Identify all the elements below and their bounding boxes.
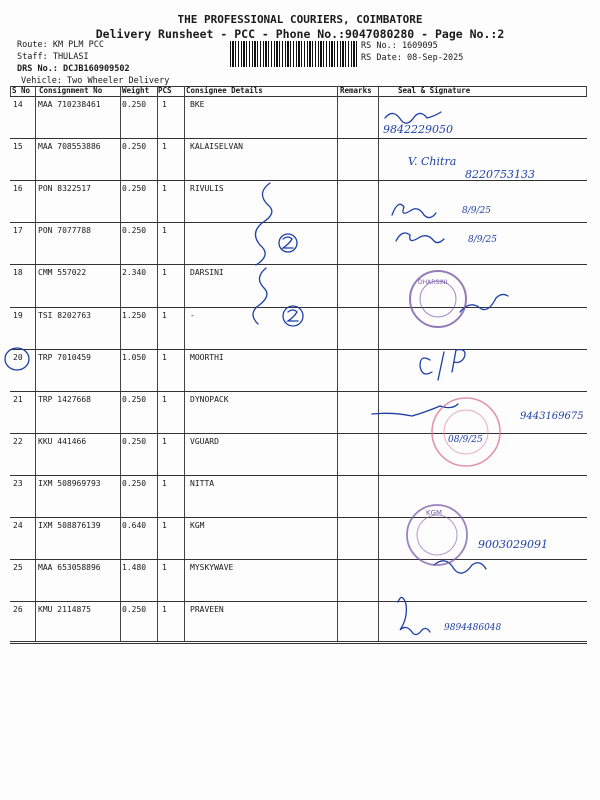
row-20-circle-mark [5, 348, 29, 370]
cell-pcs: 1 [162, 605, 167, 615]
cell-pcs: 1 [162, 436, 167, 446]
cell-pcs: 1 [162, 394, 167, 404]
cell-weight: 0.640 [122, 521, 147, 530]
handwriting-name-15: V. Chitra [408, 155, 457, 168]
handwriting-date-16: 8/9/25 [462, 206, 491, 216]
cell-pcs: 1 [162, 310, 167, 320]
signature-row-25 [434, 561, 486, 573]
signature-row-26 [398, 597, 430, 634]
cell-pcs: 1 [162, 563, 167, 573]
cell-pcs: 1 [162, 142, 167, 152]
cell-pcs: 1 [162, 521, 167, 530]
cell-weight: 2.340 [122, 268, 147, 278]
column-header-pcs: PCS [158, 86, 172, 95]
circled-two-19 [283, 306, 303, 326]
rs-date-label: RS Date: 08-Sep-2025 [361, 53, 464, 63]
cell-weight: 0.250 [122, 226, 147, 236]
cell-weight: 1.480 [122, 563, 147, 573]
column-header-consignment: Consignment No [39, 86, 103, 95]
signature-row-16 [392, 204, 436, 217]
cell-consignee: KALAISELVAN [190, 142, 243, 152]
route-label: Route: KM PLM PCC [17, 40, 104, 50]
cell-weight: 0.250 [122, 184, 147, 194]
cell-sno: 14 [13, 100, 23, 109]
cell-consignee: PRAVEEN [190, 605, 224, 615]
cell-sno: 16 [13, 184, 23, 194]
bracket-mark-19 [253, 268, 267, 324]
cell-consignee: VGUARD [190, 436, 219, 446]
cell-sno: 15 [13, 142, 23, 152]
stamp-text-18: DHARSINI [418, 279, 448, 286]
cell-consignee: DYNOPACK [190, 394, 229, 404]
cell-sno: 19 [13, 310, 23, 320]
cell-weight: 0.250 [122, 394, 147, 404]
handwriting-phone-24: 9003029091 [478, 538, 548, 551]
cell-consignee: DARSINI [190, 268, 224, 278]
cell-consignment: PON 7077788 [38, 226, 91, 236]
cell-consignment: PON 8322517 [38, 184, 91, 194]
cell-weight: 0.250 [122, 100, 147, 109]
vehicle-label: Vehicle: Two Wheeler Delivery [21, 76, 170, 86]
cell-sno: 18 [13, 268, 23, 278]
cell-pcs: 1 [162, 352, 167, 362]
cell-consignment: CMM 557022 [38, 268, 87, 278]
cell-weight: 1.050 [122, 352, 147, 362]
cell-consignee: KGM [190, 521, 205, 530]
column-header-signature: Seal & Signature [398, 86, 471, 95]
cell-consignment: TRP 7010459 [38, 352, 91, 362]
cell-sno: 25 [13, 563, 23, 573]
company-title: THE PROFESSIONAL COURIERS, COIMBATORE [177, 13, 423, 26]
cell-consignee: MOORTHI [190, 352, 224, 362]
column-header-consignee: Consignee Details [186, 86, 263, 95]
handwriting-phone-26: 9894486048 [444, 623, 502, 633]
cell-weight: 0.250 [122, 478, 147, 488]
cell-pcs: 1 [162, 478, 167, 488]
stamp-row-22 [432, 398, 500, 466]
cell-sno: 24 [13, 521, 23, 530]
column-header-sno: S No [12, 86, 31, 95]
cell-pcs: 1 [162, 100, 167, 109]
cell-consignment: TRP 1427668 [38, 394, 91, 404]
handwriting-cp-c [420, 358, 432, 374]
cell-consignment: KKU 441466 [38, 436, 87, 446]
signature-row-18 [460, 294, 508, 312]
handwriting-phone-14: 9842229050 [383, 123, 453, 136]
signature-row-17 [396, 233, 444, 243]
cell-pcs: 1 [162, 184, 167, 194]
handwriting-phone-15: 8220753133 [465, 168, 535, 181]
cell-weight: 1.250 [122, 310, 147, 320]
handwriting-date-17: 8/9/25 [468, 235, 497, 245]
cell-sno: 17 [13, 226, 23, 236]
runsheet-subtitle: Delivery Runsheet - PCC - Phone No.:9047080280 - Page No.:2 [95, 27, 505, 41]
cell-consignee: BKE [190, 100, 205, 109]
cell-consignment: IXM 508969793 [38, 478, 101, 488]
bracket-mark-16 [255, 183, 271, 265]
cell-consignment: MAA 708553886 [38, 142, 101, 152]
cell-weight: 0.250 [122, 605, 147, 615]
cell-sno: 21 [13, 394, 23, 404]
column-header-remarks: Remarks [340, 86, 372, 95]
cell-weight: 0.250 [122, 142, 147, 152]
cell-consignment: MAA 710238461 [38, 100, 101, 109]
cell-pcs: 1 [162, 268, 167, 278]
column-header-weight: Weight [122, 86, 150, 95]
cell-consignee: RIVULIS [190, 184, 224, 194]
cell-sno: 23 [13, 478, 23, 488]
rs-no-label: RS No.: 1609095 [361, 41, 438, 51]
cell-sno: 22 [13, 436, 23, 446]
cell-sno: 20 [13, 352, 23, 362]
cell-weight: 0.250 [122, 436, 147, 446]
handwriting-phone-21: 9443169675 [520, 411, 584, 422]
stamp-text-23: KGM [426, 509, 443, 517]
cell-pcs: 1 [162, 226, 167, 236]
cell-consignment: MAA 653058896 [38, 563, 101, 573]
cell-consignee: - [190, 310, 195, 320]
signature-row-14 [385, 112, 441, 123]
cell-consignee: NITTA [190, 478, 215, 488]
handwriting-date-22: 08/9/25 [448, 435, 483, 445]
cell-consignment: IXM 508876139 [38, 521, 101, 530]
cell-sno: 26 [13, 605, 23, 615]
cell-consignment: KMU 2114875 [38, 605, 91, 615]
cell-consignment: TSI 8202763 [38, 310, 91, 320]
staff-label: Staff: THULASI [17, 52, 89, 62]
drs-label: DRS No.: DCJB160909502 [17, 64, 130, 74]
cell-consignee: MYSKYWAVE [190, 563, 234, 573]
